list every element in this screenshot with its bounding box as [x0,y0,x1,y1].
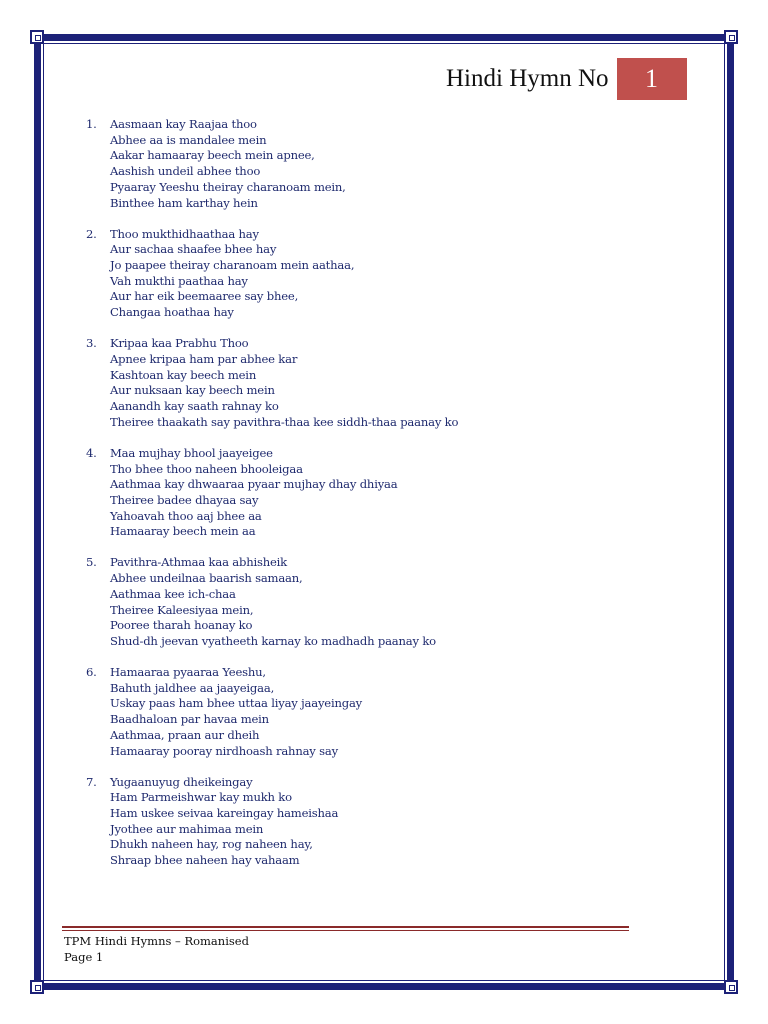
verse-4 [86,446,706,540]
verse-line: Theiree badee dhayaa say [110,492,259,507]
verse-line: Bahuth jaldhee aa jaayeigaa, [110,680,275,695]
verse-line: Yahoavah thoo aaj bhee aa [110,508,262,523]
verse-line: Aathmaa kee ich-chaa [110,586,236,601]
footer-divider-thin [62,930,629,931]
footer-divider [62,926,629,928]
verse-line: Maa mujhay bhool jaayeigee [110,445,273,460]
verse-line: Shraap bhee naheen hay vahaam [110,853,300,868]
hymn-number-badge: 1 [617,58,687,100]
verse-line: Theiree Kaleesiyaa mein, [110,602,254,617]
verse-line: Aathmaa, praan aur dheih [110,727,260,742]
verse-line: Vah mukthi paathaa hay [110,273,248,288]
verse-number: 6. [86,665,97,680]
verse-number: 4. [86,445,97,460]
verse-line: Kashtoan kay beech mein [110,367,257,382]
verse-line: Abhee undeilnaa baarish samaan, [110,571,303,586]
page-footer [64,933,249,965]
verse-line: Thoo mukthidhaathaa hay [110,226,259,241]
verse-number: 3. [86,336,97,351]
verse-number: 5. [86,555,97,570]
verse-line: Pooree tharah hoanay ko [110,618,253,633]
corner-ornament-bottom-left [30,980,44,994]
verse-7 [86,775,706,869]
verse-line: Aasmaan kay Raajaa thoo [110,117,257,131]
verse-line: Hamaaray pooray nirdhoash rahnay say [110,743,338,758]
verse-line: Baadhaloan par havaa mein [110,712,269,727]
verse-line: Pyaaray Yeeshu theiray charanoam mein, [110,179,346,194]
verse-line: Aur sachaa shaafee bhee hay [110,242,277,257]
verse-line: Aashish undeil abhee thoo [110,164,261,179]
verse-line: Dhukh naheen hay, rog naheen hay, [110,837,313,852]
verse-line: Hamaaray beech mein aa [110,524,256,539]
verse-line: Theiree thaakath say pavithra-thaa kee siddh-thaa paanay ko [110,414,459,429]
verse-6 [86,665,706,759]
verse-line: Aur nuksaan kay beech mein [110,383,275,398]
verse-line: Binthee ham karthay hein [110,195,258,210]
verse-3 [86,336,706,430]
verse-line: Jo paapee theiray charanoam mein aathaa, [110,258,355,273]
verse-5 [86,555,706,649]
verse-line: Aur har eik beemaaree say bhee, [110,289,299,304]
verse-line: Shud-dh jeevan vyatheeth karnay ko madhadh paanay ko [110,633,436,648]
verse-line: Tho bhee thoo naheen bhooleigaa [110,461,303,476]
corner-ornament-top-left [30,30,44,44]
verse-number: 1. [86,117,97,131]
verse-line: Abhee aa is mandalee mein [110,132,267,147]
verse-line: Hamaaraa pyaaraa Yeeshu, [110,665,266,680]
verse-number: 2. [86,226,97,241]
footer-page-number: Page 1 [64,950,104,964]
verse-line: Changaa hoathaa hay [110,305,234,320]
verse-1 [86,117,706,211]
verse-line: Aanandh kay saath rahnay ko [110,399,279,414]
hymn-title: Hindi Hymn No [446,65,609,92]
hymn-verses [86,117,706,884]
verse-line: Pavithra-Athmaa kaa abhisheik [110,555,287,570]
verse-2 [86,227,706,321]
verse-line: Ham Parmeishwar kay mukh ko [110,790,292,805]
verse-line: Ham uskee seivaa kareingay hameishaa [110,806,339,821]
verse-line: Aathmaa kay dhwaaraa pyaar mujhay dhay dhiyaa [110,477,398,492]
verse-line: Kripaa kaa Prabhu Thoo [110,336,249,351]
hymn-header [446,58,687,100]
corner-ornament-top-right [724,30,738,44]
verse-line: Apnee kripaa ham par abhee kar [110,351,298,366]
verse-number: 7. [86,774,97,789]
verse-line: Uskay paas ham bhee uttaa liyay jaayeingay [110,696,363,711]
verse-line: Yugaanuyug dheikeingay [110,774,253,789]
verse-line: Jyothee aur mahimaa mein [110,821,264,836]
corner-ornament-bottom-right [724,980,738,994]
verse-line: Aakar hamaaray beech mein apnee, [110,148,315,163]
footer-book-title: TPM Hindi Hymns – Romanised [64,934,249,948]
